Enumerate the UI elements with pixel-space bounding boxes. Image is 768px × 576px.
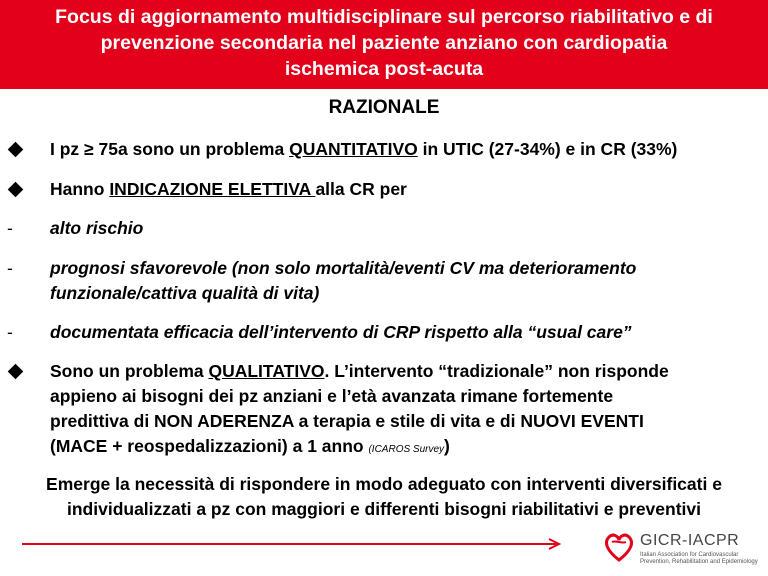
closing-paren: ) (444, 436, 450, 456)
dash-item-text-line-2: funzionale/cattiva qualità di vita) (50, 283, 320, 303)
bullet-text: predittiva di NON ADERENZA a terapia e stile di vita e di NUOVI EVENTI (50, 411, 644, 431)
underlined-keyword: INDICAZIONE ELETTIVA (109, 179, 316, 199)
underlined-keyword: QUANTITATIVO (289, 139, 418, 159)
dash-marker: - (7, 258, 13, 278)
dash-item-text: alto rischio (50, 218, 144, 238)
bullet-text: Hanno (50, 179, 110, 199)
diamond-bullet-icon (8, 182, 24, 198)
bullet-text: appieno ai bisogni dei pz anziani e l’età avanzata rimane fortemente (50, 386, 614, 406)
bullet-text: I pz ≥ 75a sono un problema (50, 139, 290, 159)
gicr-iacpr-logo (600, 524, 762, 574)
header-title-line-1: Focus di aggiornamento multidisciplinare sul percorso riabilitativo e di (55, 6, 713, 28)
dash-item-text-line-1: prognosi sfavorevole (non solo mortalità/eventi CV ma deterioramento (50, 258, 637, 278)
logo-subtitle: Italian Association for Cardiovascular Prevention, Rehabilitation and Epidemiology (640, 552, 758, 565)
dash-item-text: documentata efficacia dell’intervento di CRP rispetto alla “usual care” (50, 322, 632, 342)
red-arrow-icon (22, 537, 567, 551)
bullet-text: in UTIC (27-34%) e in CR (33%) (417, 139, 678, 159)
conclusion-line-1: Emerge la necessità di rispondere in modo adeguato con interventi diversificati e (46, 474, 722, 494)
conclusion-line-2: individualizzati a pz con maggiori e differenti bisogni riabilitativi e preventivi (67, 499, 701, 519)
dash-marker: - (7, 218, 13, 238)
bullet-text: (MACE + reospedalizzazioni) a 1 anno (50, 436, 369, 456)
underlined-keyword: QUALITATIVO (208, 361, 325, 381)
logo-name: GICR-IACPR (640, 532, 740, 549)
heart-logo-icon (600, 528, 638, 566)
header-title-line-2: prevenzione secondaria nel paziente anziano con cardiopatia (100, 32, 668, 54)
bullet-text: alla CR per (315, 179, 407, 199)
dash-marker: - (7, 322, 13, 342)
header-banner (0, 0, 768, 89)
diamond-bullet-icon (8, 142, 24, 158)
section-title: RAZIONALE (328, 97, 440, 118)
diamond-bullet-icon (8, 364, 24, 380)
header-title-line-3: ischemica post-acuta (284, 58, 484, 80)
bullet-text: . L’intervento “tradizionale” non risponde (324, 361, 669, 381)
source-citation: (ICAROS Survey (368, 444, 445, 455)
bullet-text: Sono un problema (50, 361, 209, 381)
conclusion (0, 472, 768, 522)
